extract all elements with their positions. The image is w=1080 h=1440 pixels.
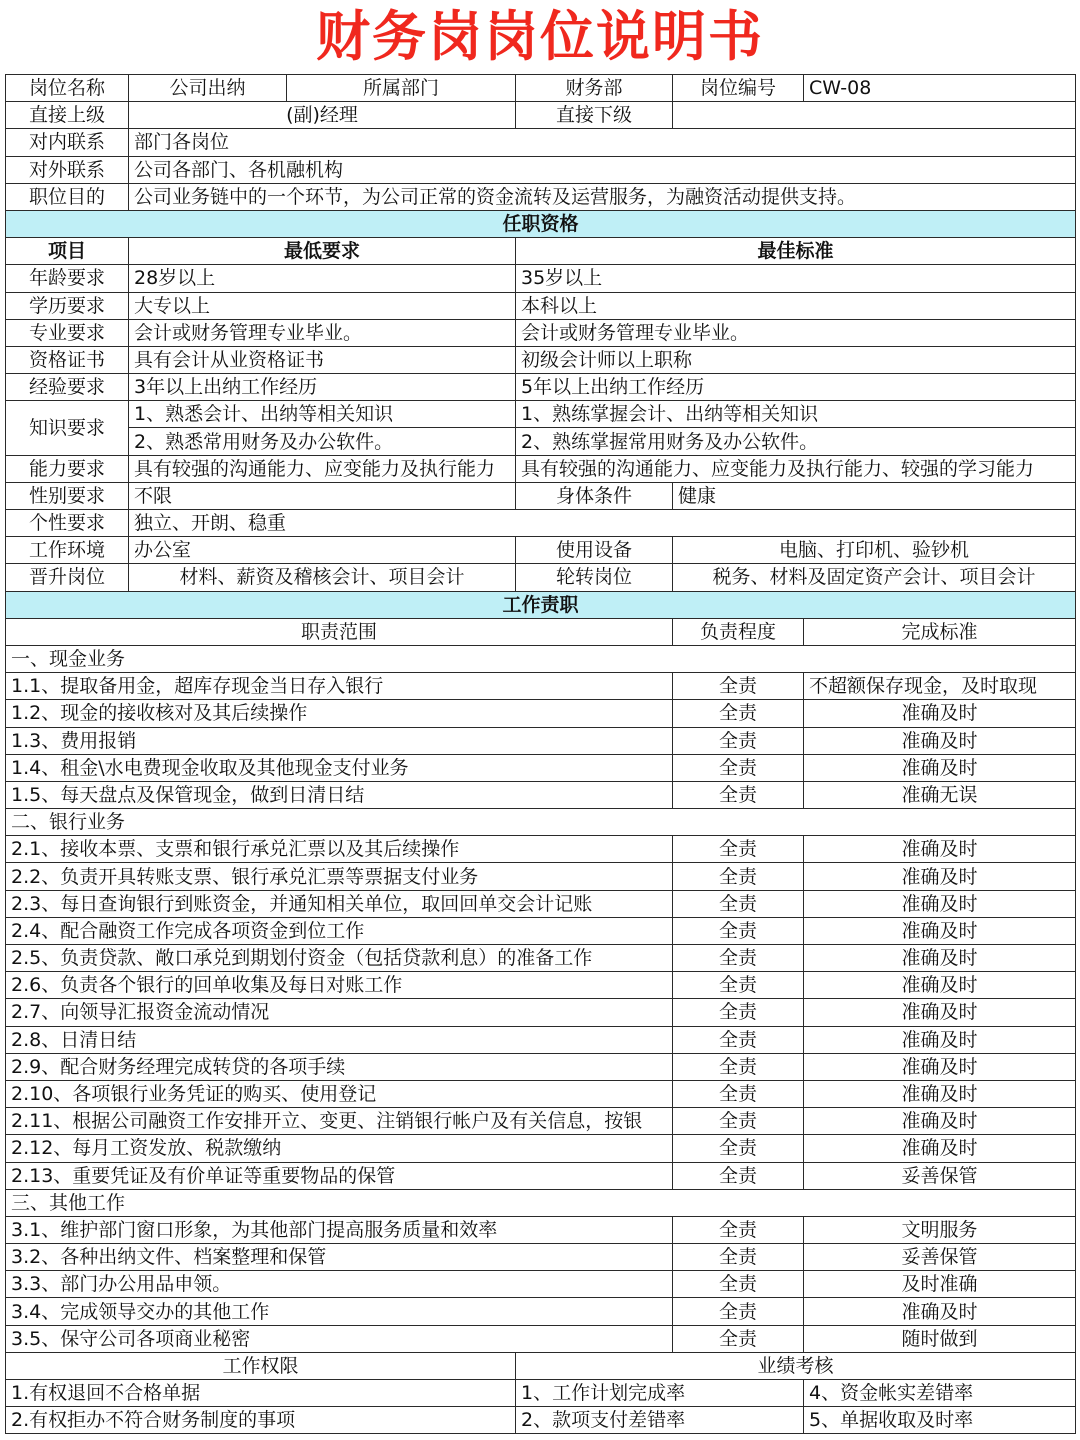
col-best-header: 最佳标准 [516, 238, 1076, 265]
duty-standard: 准确及时 [804, 972, 1076, 999]
duty-degree: 全责 [673, 700, 804, 727]
environment-value: 办公室 [129, 537, 516, 564]
duty-degree: 全责 [673, 781, 804, 808]
performance-item: 4、资金帐实差错率 [804, 1380, 1076, 1407]
subordinate-label: 直接下级 [516, 102, 673, 129]
row-basic-3 [6, 129, 1076, 156]
qualification-min: 会计或财务管理专业毕业。 [129, 319, 516, 346]
duty-group-title: 三、其他工作 [6, 1189, 1076, 1216]
duty-row [6, 781, 1076, 808]
qualification-section-title: 任职资格 [6, 210, 1076, 237]
duty-row [6, 700, 1076, 727]
duty-standard: 准确及时 [804, 836, 1076, 863]
external-label: 对外联系 [6, 156, 129, 183]
duty-degree: 全责 [673, 1244, 804, 1271]
authority-item: 2.有权拒办不符合财务制度的事项 [6, 1407, 516, 1434]
duty-text: 2.12、每月工资发放、税款缴纳 [6, 1135, 673, 1162]
duty-row [6, 1216, 1076, 1243]
qualification-row [6, 319, 1076, 346]
duty-degree: 全责 [673, 917, 804, 944]
ability-min: 具有较强的沟通能力、应变能力及执行能力 [129, 455, 516, 482]
duty-text: 1.2、现金的接收核对及其后续操作 [6, 700, 673, 727]
duties-section-title: 工作责职 [6, 591, 1076, 618]
duty-row [6, 673, 1076, 700]
superior-label: 直接上级 [6, 102, 129, 129]
duty-degree: 全责 [673, 1053, 804, 1080]
duty-text: 3.4、完成领导交办的其他工作 [6, 1298, 673, 1325]
authority-row-2 [6, 1407, 1076, 1434]
qualification-row [6, 292, 1076, 319]
duty-degree: 全责 [673, 1080, 804, 1107]
qualification-best: 初级会计师以上职称 [516, 346, 1076, 373]
duty-text: 3.3、部门办公用品申领。 [6, 1271, 673, 1298]
duty-standard: 妥善保管 [804, 1162, 1076, 1189]
duty-degree: 全责 [673, 1325, 804, 1352]
col-min-header: 最低要求 [129, 238, 516, 265]
duty-text: 2.9、配合财务经理完成转贷的各项手续 [6, 1053, 673, 1080]
page-title: 财务岗岗位说明书 [316, 5, 764, 68]
duty-row [6, 1026, 1076, 1053]
qualification-best: 35岁以上 [516, 265, 1076, 292]
dept-value: 财务部 [516, 75, 673, 102]
duty-degree: 全责 [673, 1026, 804, 1053]
duty-text: 2.1、接收本票、支票和银行承兑汇票以及其后续操作 [6, 836, 673, 863]
duty-standard: 准确及时 [804, 1053, 1076, 1080]
knowledge-label: 知识要求 [6, 401, 129, 455]
duty-row [6, 1271, 1076, 1298]
promotion-row [6, 564, 1076, 591]
duty-standard: 准确及时 [804, 999, 1076, 1026]
duty-standard: 不超额保存现金，及时取现 [804, 673, 1076, 700]
performance-title: 业绩考核 [516, 1352, 1076, 1379]
authority-title: 工作权限 [6, 1352, 516, 1379]
duty-row [6, 1108, 1076, 1135]
duty-degree: 全责 [673, 836, 804, 863]
duty-standard: 随时做到 [804, 1325, 1076, 1352]
qualification-min: 28岁以上 [129, 265, 516, 292]
duty-degree: 全责 [673, 673, 804, 700]
dept-label: 所属部门 [287, 75, 516, 102]
row-basic-1 [6, 75, 1076, 102]
duty-text: 2.4、配合融资工作完成各项资金到位工作 [6, 917, 673, 944]
duty-degree: 全责 [673, 999, 804, 1026]
personality-value: 独立、开朗、稳重 [129, 510, 1076, 537]
duty-text: 2.11、根据公司融资工作安排开立、变更、注销银行帐户及有关信息，按银 [6, 1108, 673, 1135]
duty-text: 2.2、负责开具转账支票、银行承兑汇票等票据支付业务 [6, 863, 673, 890]
authority-row-1 [6, 1380, 1076, 1407]
duty-standard: 准确及时 [804, 890, 1076, 917]
duty-standard: 及时准确 [804, 1271, 1076, 1298]
knowledge-min-1: 1、熟悉会计、出纳等相关知识 [129, 401, 516, 428]
duty-standard: 妥善保管 [804, 1244, 1076, 1271]
ability-row [6, 455, 1076, 482]
duty-text: 1.3、费用报销 [6, 727, 673, 754]
subordinate-value [673, 102, 1076, 129]
duty-row [6, 1244, 1076, 1271]
duty-group-row [6, 645, 1076, 672]
duty-degree: 全责 [673, 1271, 804, 1298]
duty-text: 1.1、提取备用金，超库存现金当日存入银行 [6, 673, 673, 700]
duty-row [6, 1162, 1076, 1189]
authority-item: 1.有权退回不合格单据 [6, 1380, 516, 1407]
post-name-value: 公司出纳 [129, 75, 287, 102]
rotation-label: 轮转岗位 [516, 564, 673, 591]
duty-standard: 文明服务 [804, 1216, 1076, 1243]
knowledge-row-1 [6, 401, 1076, 428]
knowledge-best-1: 1、熟练掌握会计、出纳等相关知识 [516, 401, 1076, 428]
environment-label: 工作环境 [6, 537, 129, 564]
duty-degree: 全责 [673, 1162, 804, 1189]
duty-text: 2.3、每日查询银行到账资金，并通知相关单位，取回回单交会计记账 [6, 890, 673, 917]
knowledge-best-2: 2、熟练掌握常用财务及办公软件。 [516, 428, 1076, 455]
duty-group-title: 一、现金业务 [6, 645, 1076, 672]
duties-section [6, 591, 1076, 618]
duty-degree: 全责 [673, 754, 804, 781]
duty-standard: 准确及时 [804, 700, 1076, 727]
row-basic-5 [6, 183, 1076, 210]
code-value: CW-08 [804, 75, 1076, 102]
duty-standard: 准确无误 [804, 781, 1076, 808]
duty-standard: 准确及时 [804, 727, 1076, 754]
purpose-label: 职位目的 [6, 183, 129, 210]
duty-row [6, 754, 1076, 781]
duty-row [6, 727, 1076, 754]
performance-item: 1、工作计划完成率 [516, 1380, 804, 1407]
qualification-min: 大专以上 [129, 292, 516, 319]
duty-text: 2.7、向领导汇报资金流动情况 [6, 999, 673, 1026]
duty-row [6, 1325, 1076, 1352]
duty-rows [6, 645, 1076, 1352]
equipment-value: 电脑、打印机、验钞机 [673, 537, 1076, 564]
duty-degree: 全责 [673, 727, 804, 754]
duty-text: 2.13、重要凭证及有价单证等重要物品的保管 [6, 1162, 673, 1189]
qualification-row [6, 346, 1076, 373]
duty-standard: 准确及时 [804, 1108, 1076, 1135]
duty-standard: 准确及时 [804, 917, 1076, 944]
duty-text: 2.8、日清日结 [6, 1026, 673, 1053]
gender-label: 性别要求 [6, 482, 129, 509]
duty-row [6, 836, 1076, 863]
promotion-label: 晋升岗位 [6, 564, 129, 591]
row-basic-4 [6, 156, 1076, 183]
duty-row [6, 972, 1076, 999]
qualification-header [6, 238, 1076, 265]
qualification-min: 具有会计从业资格证书 [129, 346, 516, 373]
environment-row [6, 537, 1076, 564]
post-name-label: 岗位名称 [6, 75, 129, 102]
duty-text: 1.4、租金\水电费现金收取及其他现金支付业务 [6, 754, 673, 781]
equipment-label: 使用设备 [516, 537, 673, 564]
duty-row [6, 917, 1076, 944]
internal-value: 部门各岗位 [129, 129, 1076, 156]
col-degree-header: 负责程度 [673, 618, 804, 645]
duty-standard: 准确及时 [804, 1026, 1076, 1053]
duty-standard: 准确及时 [804, 1135, 1076, 1162]
duty-degree: 全责 [673, 863, 804, 890]
col-item-header: 项目 [6, 238, 129, 265]
duty-degree: 全责 [673, 1298, 804, 1325]
duty-row [6, 890, 1076, 917]
gender-value: 不限 [129, 482, 516, 509]
row-basic-2 [6, 102, 1076, 129]
qualification-label: 年龄要求 [6, 265, 129, 292]
duty-standard: 准确及时 [804, 1080, 1076, 1107]
duty-row [6, 1298, 1076, 1325]
internal-label: 对内联系 [6, 129, 129, 156]
duty-text: 2.6、负责各个银行的回单收集及每日对账工作 [6, 972, 673, 999]
duty-text: 3.5、保守公司各项商业秘密 [6, 1325, 673, 1352]
qualification-section [6, 210, 1076, 237]
qualification-row [6, 265, 1076, 292]
duty-text: 3.2、各种出纳文件、档案整理和保管 [6, 1244, 673, 1271]
personality-label: 个性要求 [6, 510, 129, 537]
job-description-table [5, 74, 1076, 1434]
duty-standard: 准确及时 [804, 754, 1076, 781]
duty-text: 2.10、各项银行业务凭证的购买、使用登记 [6, 1080, 673, 1107]
promotion-value: 材料、薪资及稽核会计、项目会计 [129, 564, 516, 591]
duty-row [6, 1053, 1076, 1080]
body-value: 健康 [673, 482, 1076, 509]
duty-degree: 全责 [673, 1108, 804, 1135]
duty-text: 2.5、负责贷款、敞口承兑到期划付资金（包括贷款利息）的准备工作 [6, 945, 673, 972]
duty-group-title: 二、银行业务 [6, 809, 1076, 836]
code-label: 岗位编号 [673, 75, 804, 102]
superior-value: (副)经理 [129, 102, 516, 129]
duty-degree: 全责 [673, 890, 804, 917]
duty-degree: 全责 [673, 972, 804, 999]
duty-row [6, 863, 1076, 890]
duty-standard: 准确及时 [804, 945, 1076, 972]
qualification-label: 经验要求 [6, 374, 129, 401]
body-label: 身体条件 [516, 482, 673, 509]
duty-row [6, 945, 1076, 972]
duty-row [6, 1080, 1076, 1107]
duty-row [6, 999, 1076, 1026]
gender-row [6, 482, 1076, 509]
qualification-best: 5年以上出纳工作经历 [516, 374, 1076, 401]
duty-degree: 全责 [673, 1135, 804, 1162]
knowledge-row-2 [6, 428, 1076, 455]
qualification-best: 会计或财务管理专业毕业。 [516, 319, 1076, 346]
duty-text: 3.1、维护部门窗口形象，为其他部门提高服务质量和效率 [6, 1216, 673, 1243]
qualification-rows [6, 265, 1076, 401]
col-scope-header: 职责范围 [6, 618, 673, 645]
ability-best: 具有较强的沟通能力、应变能力及执行能力、较强的学习能力 [516, 455, 1076, 482]
qualification-min: 3年以上出纳工作经历 [129, 374, 516, 401]
duty-row [6, 1135, 1076, 1162]
rotation-value: 税务、材料及固定资产会计、项目会计 [673, 564, 1076, 591]
duty-text: 1.5、每天盘点及保管现金，做到日清日结 [6, 781, 673, 808]
qualification-label: 资格证书 [6, 346, 129, 373]
qualification-label: 学历要求 [6, 292, 129, 319]
ability-label: 能力要求 [6, 455, 129, 482]
duties-header [6, 618, 1076, 645]
duty-group-row [6, 809, 1076, 836]
col-standard-header: 完成标准 [804, 618, 1076, 645]
authority-performance-header [6, 1352, 1076, 1379]
duty-group-row [6, 1189, 1076, 1216]
duty-degree: 全责 [673, 1216, 804, 1243]
duty-standard: 准确及时 [804, 1298, 1076, 1325]
duty-degree: 全责 [673, 945, 804, 972]
qualification-label: 专业要求 [6, 319, 129, 346]
duty-standard: 准确及时 [804, 863, 1076, 890]
external-value: 公司各部门、各机融机构 [129, 156, 1076, 183]
performance-item: 2、款项支付差错率 [516, 1407, 804, 1434]
knowledge-min-2: 2、熟悉常用财务及办公软件。 [129, 428, 516, 455]
performance-item: 5、单据收取及时率 [804, 1407, 1076, 1434]
purpose-value: 公司业务链中的一个环节，为公司正常的资金流转及运营服务，为融资活动提供支持。 [129, 183, 1076, 210]
personality-row [6, 510, 1076, 537]
qualification-best: 本科以上 [516, 292, 1076, 319]
qualification-row [6, 374, 1076, 401]
